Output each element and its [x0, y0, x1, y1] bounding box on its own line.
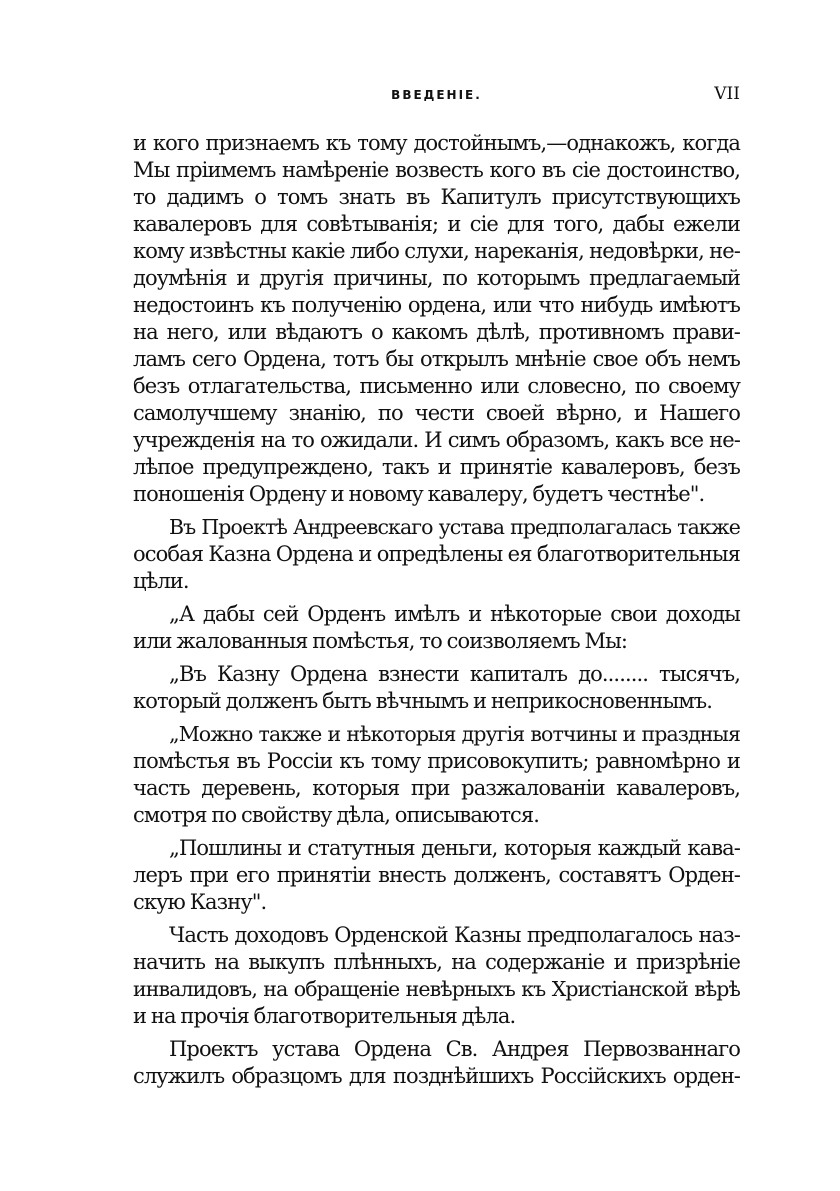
text-line: помѣстья въ Россіи къ тому присовокупить; равномѣрно и	[133, 749, 740, 773]
body-text	[133, 130, 740, 1090]
text-line: особая Казна Ордена и опредѣлены ея благотворительныя	[133, 542, 740, 566]
text-line: „А дабы сей Орденъ имѣлъ и нѣкоторые свои доходы	[169, 602, 740, 626]
text-line: смотря по свойству дѣла, описываются.	[133, 803, 540, 827]
text-line: служилъ образцомъ для позднѣйшихъ Россійскихъ орден-	[133, 1064, 740, 1088]
text-line: „Можно также и нѣкоторыя другія вотчины и праздныя	[169, 722, 740, 746]
paragraph	[133, 661, 740, 715]
paragraph	[133, 514, 740, 595]
text-line: недостоинъ къ полученію ордена, или что нибудь имѣютъ	[133, 293, 740, 317]
running-head	[133, 84, 740, 108]
text-line: Часть доходовъ Орденской Казны предполагалось наз-	[169, 923, 740, 947]
text-line: самолучшему знанію, по чести своей вѣрно, и Нашего	[133, 401, 740, 425]
text-line: скую Казну".	[133, 890, 267, 914]
text-line: поношенія Ордену и новому кавалеру, будетъ честнѣе".	[133, 482, 705, 506]
text-line: ламъ сего Ордена, тотъ бы открылъ мнѣніе свое объ немъ	[133, 347, 740, 371]
paragraph	[133, 835, 740, 916]
text-line: и кого признаемъ къ тому достойнымъ,—однакожъ, когда	[133, 131, 740, 155]
paragraph	[133, 601, 740, 655]
text-line: Въ Проектѣ Андреевскаго устава предполагалась также	[169, 515, 740, 539]
text-line: учрежденія на то ожидали. И симъ образомъ, какъ все не-	[133, 428, 740, 452]
text-line: безъ отлагательства, письменно или словесно, по своему	[133, 374, 740, 398]
text-line: доумѣнія и другія причины, по которымъ предлагаемый	[133, 266, 740, 290]
text-line: кому извѣстны какіе либо слухи, нареканія, недовѣрки, не-	[133, 239, 740, 263]
text-line: „Въ Казну Ордена взнести капиталъ до........ тысячъ,	[169, 662, 740, 686]
text-line: кавалеровъ для совѣтыванія; и сіе для того, дабы ежели	[133, 212, 740, 236]
paragraph	[133, 130, 740, 508]
text-line: который долженъ быть вѣчнымъ и неприкосновеннымъ.	[133, 689, 713, 713]
text-line: часть деревень, которыя при разжалованіи кавалеровъ,	[133, 776, 740, 800]
text-line: „Пошлины и статутныя деньги, которыя каждый кава-	[169, 836, 740, 860]
text-line: инвалидовъ, на обращеніе невѣрныхъ къ Христіанской вѣрѣ	[133, 977, 740, 1001]
text-line: Мы пріимемъ намѣреніе возвесть кого въ сіе достоинство,	[133, 158, 740, 182]
page-number: VII	[714, 84, 740, 104]
running-head-title: ВВЕДЕНІЕ.	[391, 88, 482, 102]
text-line: то дадимъ о томъ знать въ Капитулъ присутствующихъ	[133, 185, 740, 209]
text-line: лѣпое предупреждено, такъ и принятіе кавалеровъ, безъ	[133, 455, 740, 479]
text-line: начить на выкупъ плѣнныхъ, на содержаніе и призрѣніе	[133, 950, 740, 974]
text-line: цѣли.	[133, 569, 189, 593]
text-line: леръ при его принятіи внесть долженъ, составятъ Орден-	[133, 863, 740, 887]
text-line: и на прочія благотворительныя дѣла.	[133, 1004, 516, 1028]
text-line: на него, или вѣдаютъ о какомъ дѣлѣ, противномъ прави-	[133, 320, 740, 344]
text-line: Проектъ устава Ордена Св. Андрея Первозваннаго	[169, 1037, 740, 1061]
paragraph	[133, 1036, 740, 1090]
paragraph	[133, 721, 740, 829]
text-line: или жалованныя помѣстья, то соизволяемъ Мы:	[133, 629, 628, 653]
paragraph	[133, 922, 740, 1030]
